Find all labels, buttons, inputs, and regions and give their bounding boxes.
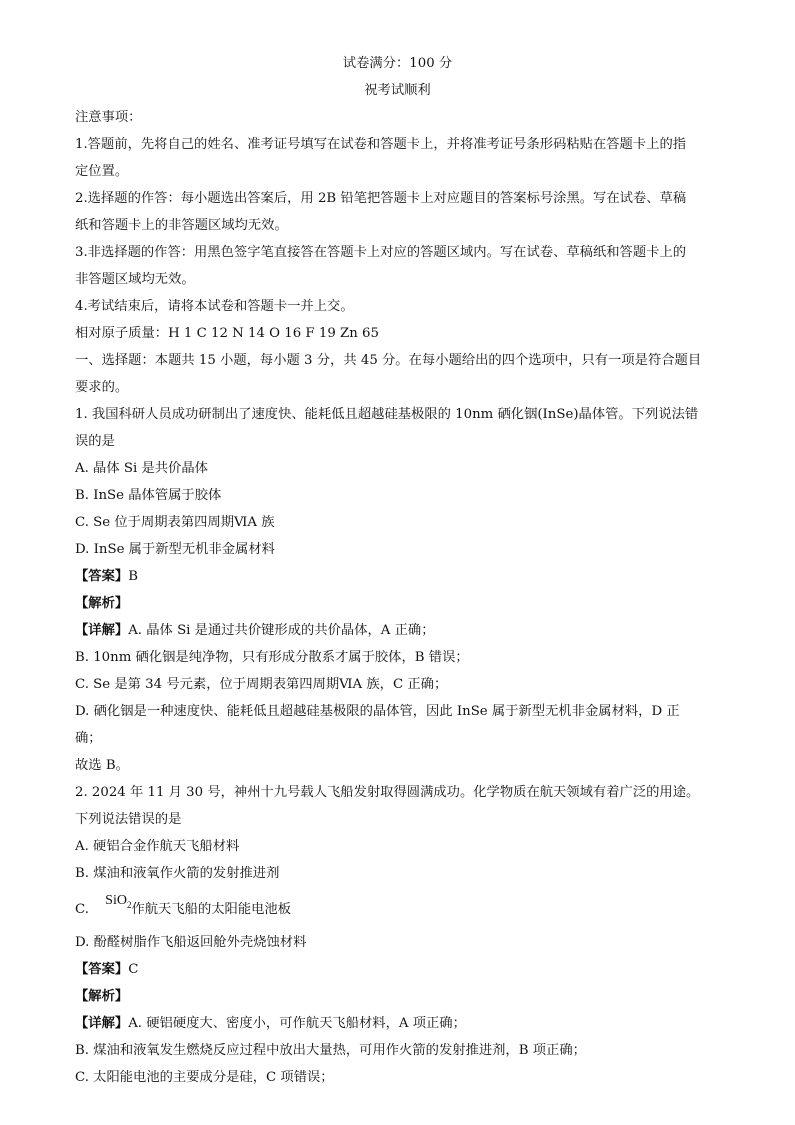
q1-detail-d: D. 硒化铟是一种速度快、能耗低且超越硅基极限的晶体管，因此 InSe 属于新型无机非金属材料，D 正 xyxy=(75,704,680,719)
section-heading: 一、选择题：本题共 15 小题，每小题 3 分，共 45 分。在每小题给出的四个选项中，只有一项是符合题目 xyxy=(75,353,702,368)
q1-conclusion: 故选 B。 xyxy=(75,758,129,773)
q2-stem: 2. 2024 年 11 月 30 号，神州十九号载人飞船发射取得圆满成功。化学物质在航天领域有着广泛的用途。 xyxy=(75,785,700,800)
q2-detail-b: B. 煤油和液氧发生燃烧反应过程中放出大量热，可用作火箭的发射推进剂，B 项正确； xyxy=(75,1043,586,1058)
note-1-cont: 定位置。 xyxy=(75,164,129,179)
atomic-masses: 相对原子质量：H 1 C 12 N 14 O 16 F 19 Zn 65 xyxy=(75,326,379,341)
q1-option-c: C. Se 位于周期表第四周期ⅥA 族 xyxy=(75,515,275,530)
q1-stem-cont: 误的是 xyxy=(75,434,115,449)
note-2: 2.选择题的作答：每小题选出答案后，用 2B 铅笔把答题卡上对应题目的答案标号涂黑。写在试卷、草稿 xyxy=(75,191,687,206)
q1-detail-d-cont: 确； xyxy=(75,731,102,746)
q1-analysis-label: 【解析】 xyxy=(75,596,129,611)
detail-label: 【详解】 xyxy=(75,623,129,638)
q1-detail-a xyxy=(75,621,435,641)
answer-label: 【答案】 xyxy=(75,569,129,584)
q2-option-a: A. 硬铝合金作航天飞船材料 xyxy=(75,839,240,854)
note-1: 1.答题前，先将自己的姓名、准考证号填写在试卷和答题卡上，并将准考证号条形码粘贴在答题卡上的指 xyxy=(75,137,687,152)
option-c-prefix: C. xyxy=(75,902,89,917)
option-c-text: 作航天飞船的太阳能电池板 xyxy=(131,902,292,917)
q1-detail-b: B. 10nm 硒化铟是纯净物，只有形成分散系才属于胶体，B 错误； xyxy=(75,650,469,665)
answer-label: 【答案】 xyxy=(75,962,129,977)
q2-option-d: D. 酚醛树脂作飞船返回舱外壳烧蚀材料 xyxy=(75,935,307,950)
answer-value: C xyxy=(128,962,139,977)
q2-option-c xyxy=(75,893,292,924)
note-4: 4.考试结束后，请将本试卷和答题卡一并上交。 xyxy=(75,299,354,314)
detail-text: A. 硬铝硬度大、密度小，可作航天飞船材料，A 项正确； xyxy=(128,1016,466,1031)
q2-detail-c: C. 太阳能电池的主要成分是硅，C 项错误； xyxy=(75,1070,334,1085)
wish-line: 祝考试顺利 xyxy=(364,83,431,98)
formula-subscript: 2 xyxy=(126,899,132,910)
score-line: 试卷满分：100 分 xyxy=(342,56,453,71)
detail-text: A. 晶体 Si 是通过共价键形成的共价晶体，A 正确； xyxy=(128,623,435,638)
note-3-cont: 非答题区域均无效。 xyxy=(75,272,195,287)
q2-answer xyxy=(75,960,138,980)
q2-detail-a xyxy=(75,1014,466,1034)
q1-stem: 1. 我国科研人员成功研制出了速度快、能耗低且超越硅基极限的 10nm 硒化铟(InSe)晶体管。下列说法错 xyxy=(75,407,699,422)
section-heading-cont: 要求的。 xyxy=(75,380,129,395)
formula-base: SiO xyxy=(105,893,127,908)
q1-detail-c: C. Se 是第 34 号元素，位于周期表第四周期ⅥA 族，C 正确； xyxy=(75,677,448,692)
q2-stem-cont: 下列说法错误的是 xyxy=(75,812,182,827)
q1-option-d: D. InSe 属于新型无机非金属材料 xyxy=(75,542,275,557)
sio2-formula xyxy=(105,891,131,915)
note-3: 3.非选择题的作答：用黑色签字笔直接答在答题卡上对应的答题区域内。写在试卷、草稿纸和答题卡上的 xyxy=(75,245,687,260)
q1-option-a: A. 晶体 Si 是共价晶体 xyxy=(75,461,208,476)
notes-title: 注意事项： xyxy=(75,110,142,125)
q1-answer xyxy=(75,567,138,587)
q2-option-b: B. 煤油和液氧作火箭的发射推进剂 xyxy=(75,866,280,881)
q2-analysis-label: 【解析】 xyxy=(75,989,129,1004)
answer-value: B xyxy=(128,569,138,584)
note-2-cont: 纸和答题卡上的非答题区域均无效。 xyxy=(75,218,288,233)
detail-label: 【详解】 xyxy=(75,1016,129,1031)
q1-option-b: B. InSe 晶体管属于胶体 xyxy=(75,488,222,503)
